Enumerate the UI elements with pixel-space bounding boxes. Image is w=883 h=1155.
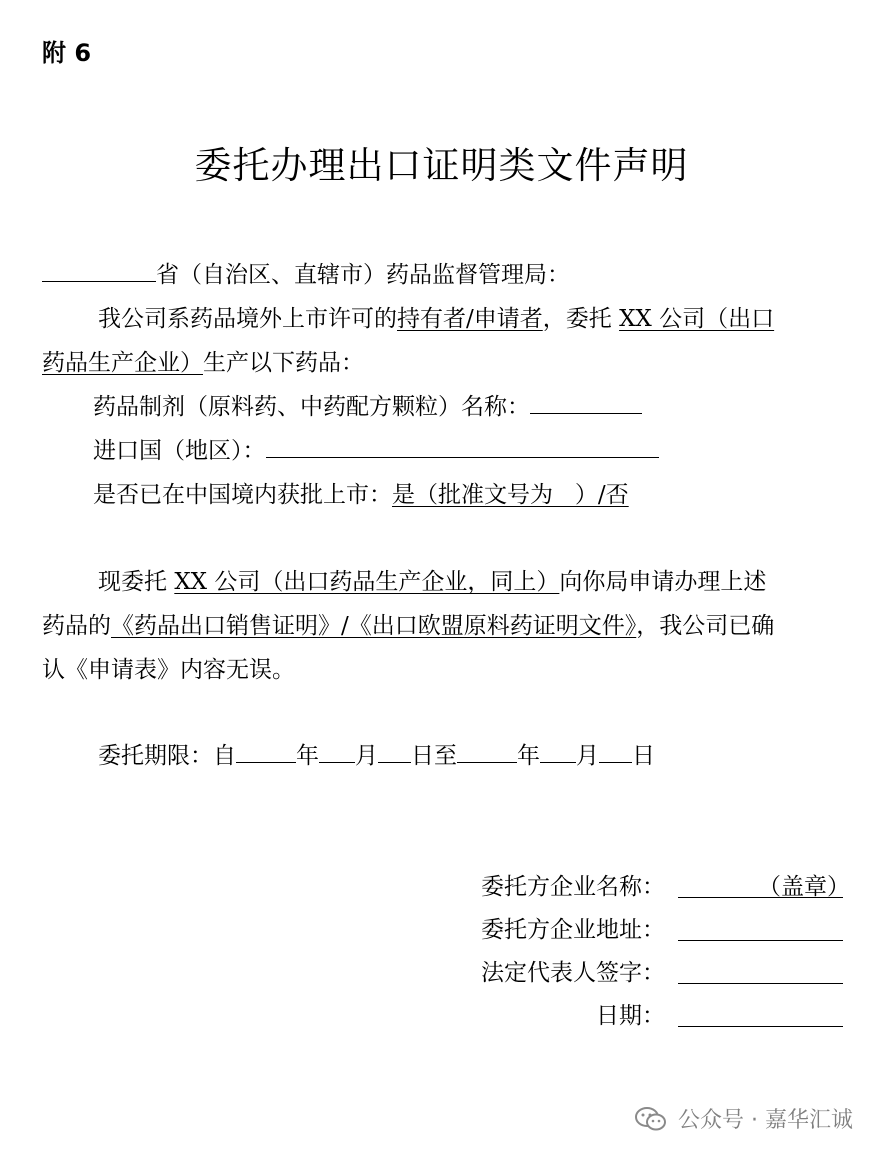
period-month-2: 月 (576, 743, 599, 769)
period-day: 日 (632, 743, 655, 769)
period-year-1: 年 (296, 743, 319, 769)
company-address-blank[interactable] (678, 940, 843, 941)
period-year-2: 年 (517, 743, 540, 769)
drug-name-blank[interactable] (530, 391, 642, 414)
para2-mid: 向你局申请办理上述 (559, 569, 767, 595)
period-from: 自 (213, 743, 236, 769)
import-country-blank[interactable] (266, 435, 659, 458)
end-month-blank[interactable] (540, 740, 576, 763)
company-address-label: 委托方企业地址： (481, 917, 665, 943)
entrustment-period (98, 740, 655, 772)
paragraph-2-line-1 (98, 566, 766, 598)
para1-end: 生产以下药品： (203, 350, 364, 376)
date-label: 日期： (596, 1003, 665, 1029)
period-label: 委托期限： (98, 743, 213, 769)
province-blank[interactable] (42, 259, 156, 282)
addressee-suffix: 省（自治区、直辖市）药品监督管理局： (156, 262, 570, 288)
para1-mid: ，委托 (542, 306, 620, 332)
period-month-1: 月 (355, 743, 378, 769)
approved-field (93, 479, 629, 511)
approved-value: 是（批准文号为 ）/否 (392, 482, 629, 508)
export-documents: 《药品出口销售证明》/《出口欧盟原料药证明文件》 (111, 613, 637, 639)
date-blank[interactable] (678, 1026, 843, 1027)
paragraph-2-line-2 (42, 610, 774, 642)
end-day-blank[interactable] (599, 740, 632, 763)
drug-name-label: 药品制剂（原料药、中药配方颗粒）名称： (93, 394, 530, 420)
import-country-field (93, 435, 659, 467)
entrusted-company-part1: XX 公司（出口 (619, 306, 775, 332)
approved-label: 是否已在中国境内获批上市： (93, 482, 392, 508)
company-name-label: 委托方企业名称： (481, 874, 665, 900)
para2-company: XX 公司（出口药品生产企业，同上） (174, 569, 560, 595)
start-year-blank[interactable] (236, 740, 296, 763)
legal-rep-blank[interactable] (678, 983, 843, 984)
import-country-label: 进口国（地区）： (93, 438, 266, 464)
period-day-to: 日至 (411, 743, 457, 769)
paragraph-1-line-1 (98, 303, 774, 335)
para2-line2-end: ，我公司已确 (636, 613, 775, 639)
entrusted-company-part2: 药品生产企业） (42, 350, 203, 376)
end-year-blank[interactable] (457, 740, 517, 763)
holder-applicant: 持有者/申请者 (397, 306, 543, 332)
paragraph-2-line-3: 认《申请表》内容无误。 (42, 657, 295, 683)
start-day-blank[interactable] (378, 740, 411, 763)
watermark (634, 1103, 853, 1134)
paragraph-1-line-2 (42, 347, 364, 379)
addressee-line (42, 259, 570, 291)
seal-text: （盖章） (758, 874, 850, 900)
para2-lead: 现委托 (98, 569, 175, 595)
para2-line2-lead: 药品的 (42, 613, 111, 639)
wechat-icon (634, 1105, 668, 1133)
start-month-blank[interactable] (319, 740, 355, 763)
drug-name-field (93, 391, 642, 423)
attachment-number: 附 6 (42, 39, 92, 67)
watermark-text: 公众号 · 嘉华汇诚 (678, 1108, 853, 1133)
page-title: 委托办理出口证明类文件声明 (194, 144, 689, 187)
para1-lead: 我公司系药品境外上市许可的 (98, 306, 397, 332)
legal-rep-label: 法定代表人签字： (481, 960, 665, 986)
